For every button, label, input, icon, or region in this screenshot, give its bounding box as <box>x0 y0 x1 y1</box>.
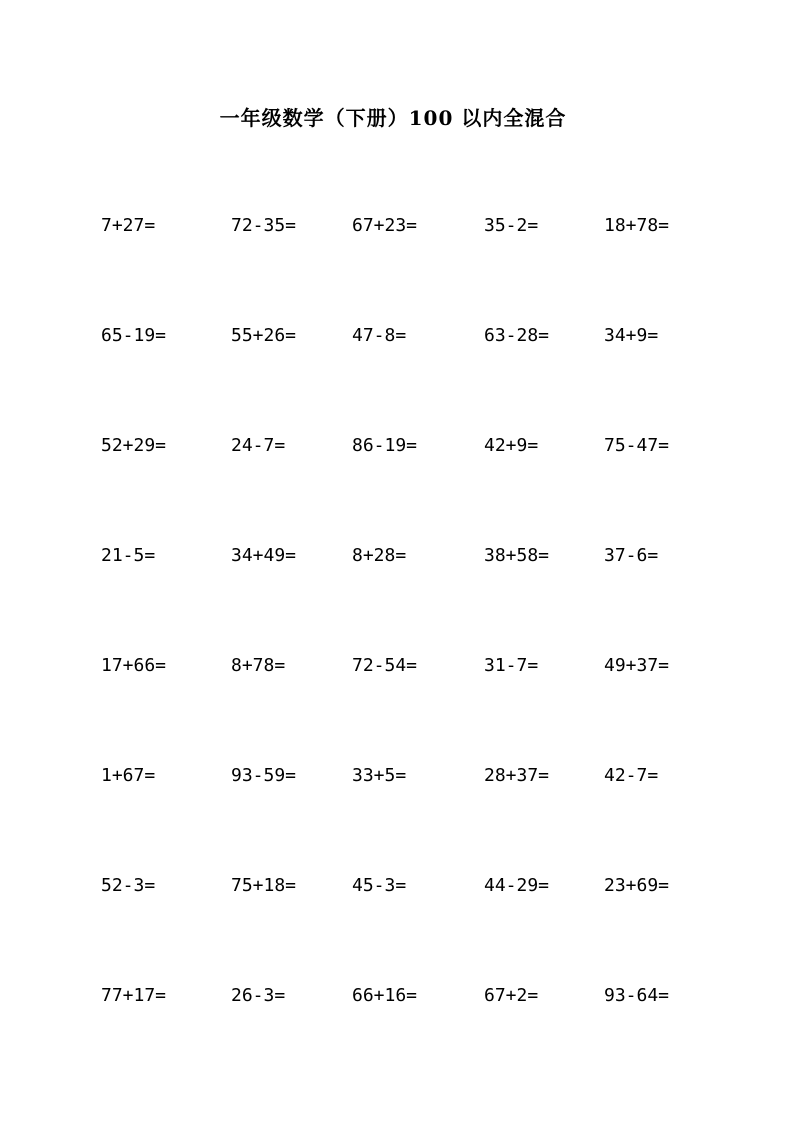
problem-row <box>101 654 741 764</box>
math-problem: 1+67= <box>101 765 156 786</box>
math-problem: 67+23= <box>352 215 418 236</box>
math-problem: 44-29= <box>484 875 550 896</box>
math-problem: 21-5= <box>101 545 156 566</box>
problem-row <box>101 214 741 324</box>
math-problem: 42-7= <box>604 765 659 786</box>
math-problem: 42+9= <box>484 435 539 456</box>
math-problem: 31-7= <box>484 655 539 676</box>
math-problem: 93-64= <box>604 985 670 1006</box>
math-problem: 34+9= <box>604 325 659 346</box>
math-problem: 49+37= <box>604 655 670 676</box>
math-problem: 75+18= <box>231 875 297 896</box>
math-problem: 17+66= <box>101 655 167 676</box>
math-problem: 33+5= <box>352 765 407 786</box>
math-problem: 28+37= <box>484 765 550 786</box>
math-problem: 67+2= <box>484 985 539 1006</box>
math-problem: 66+16= <box>352 985 418 1006</box>
math-problem: 77+17= <box>101 985 167 1006</box>
problem-row <box>101 984 741 1094</box>
problem-row <box>101 324 741 434</box>
problem-row <box>101 874 741 984</box>
math-problem: 34+49= <box>231 545 297 566</box>
math-problem: 55+26= <box>231 325 297 346</box>
math-problem: 37-6= <box>604 545 659 566</box>
math-problem: 75-47= <box>604 435 670 456</box>
math-problem: 8+28= <box>352 545 407 566</box>
problem-row <box>101 434 741 544</box>
math-problem: 93-59= <box>231 765 297 786</box>
math-problem: 24-7= <box>231 435 286 456</box>
math-problem: 26-3= <box>231 985 286 1006</box>
math-problem: 63-28= <box>484 325 550 346</box>
math-problem: 65-19= <box>101 325 167 346</box>
math-problem: 72-54= <box>352 655 418 676</box>
problem-row <box>101 544 741 654</box>
math-problem: 38+58= <box>484 545 550 566</box>
math-problem: 23+69= <box>604 875 670 896</box>
problem-grid <box>101 214 741 1094</box>
math-problem: 8+78= <box>231 655 286 676</box>
math-problem: 45-3= <box>352 875 407 896</box>
math-problem: 47-8= <box>352 325 407 346</box>
math-problem: 35-2= <box>484 215 539 236</box>
page-title: 一年级数学（下册）100 以内全混合 <box>219 106 567 130</box>
math-problem: 52+29= <box>101 435 167 456</box>
math-problem: 86-19= <box>352 435 418 456</box>
math-problem: 18+78= <box>604 215 670 236</box>
problem-row <box>101 764 741 874</box>
math-problem: 72-35= <box>231 215 297 236</box>
math-problem: 7+27= <box>101 215 156 236</box>
math-problem: 52-3= <box>101 875 156 896</box>
